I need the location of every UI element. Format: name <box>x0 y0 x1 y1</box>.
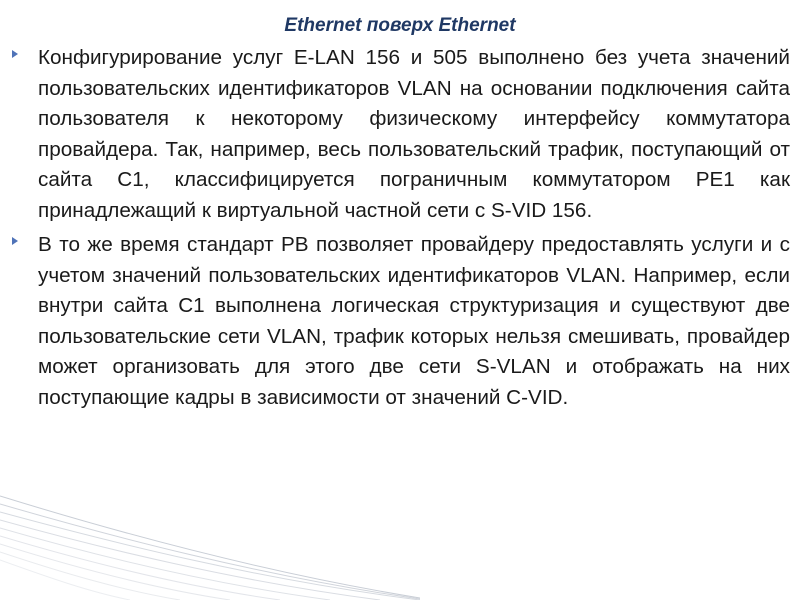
bullet-list <box>12 43 790 417</box>
bullet-item <box>12 230 790 413</box>
decor-stripe <box>0 536 280 600</box>
corner-stripes-decoration <box>0 490 420 600</box>
decor-stripe <box>0 496 420 598</box>
bullet-text: В то же время стандарт РВ позволяет провайдеру предоставлять услуги и с учетом значений пользовательских идентификаторов VLAN. Например, если внутри сайта С1 выполнена логическая структуризация и существуют две пользовательские сети VLAN, трафик которых нельзя смешивать, провайдер может организовать для этого две сети S-VLAN и отображать на них поступающие кадры в зависимости от значений C-VID. <box>38 233 790 409</box>
decor-stripe <box>0 504 420 599</box>
decor-stripe <box>0 520 380 600</box>
triangle-bullet-icon <box>12 237 18 245</box>
bullet-text: Конфигурирование услуг E-LAN 156 и 505 выполнено без учета значений пользовательских идентификаторов VLAN на основании подключения сайта пользователя к некоторому физическому интерфейсу коммутатора провайдера. Так, например, весь пользовательский трафик, поступающий от сайта С1, классифицируется пограничным коммутатором РЕ1 как принадлежащий к виртуальной частной сети с S-VID 156. <box>38 46 790 222</box>
decor-stripe <box>0 528 330 600</box>
triangle-bullet-icon <box>12 50 18 58</box>
slide-title: Ethernet поверх Ethernet <box>284 15 516 36</box>
bullet-item <box>12 43 790 226</box>
